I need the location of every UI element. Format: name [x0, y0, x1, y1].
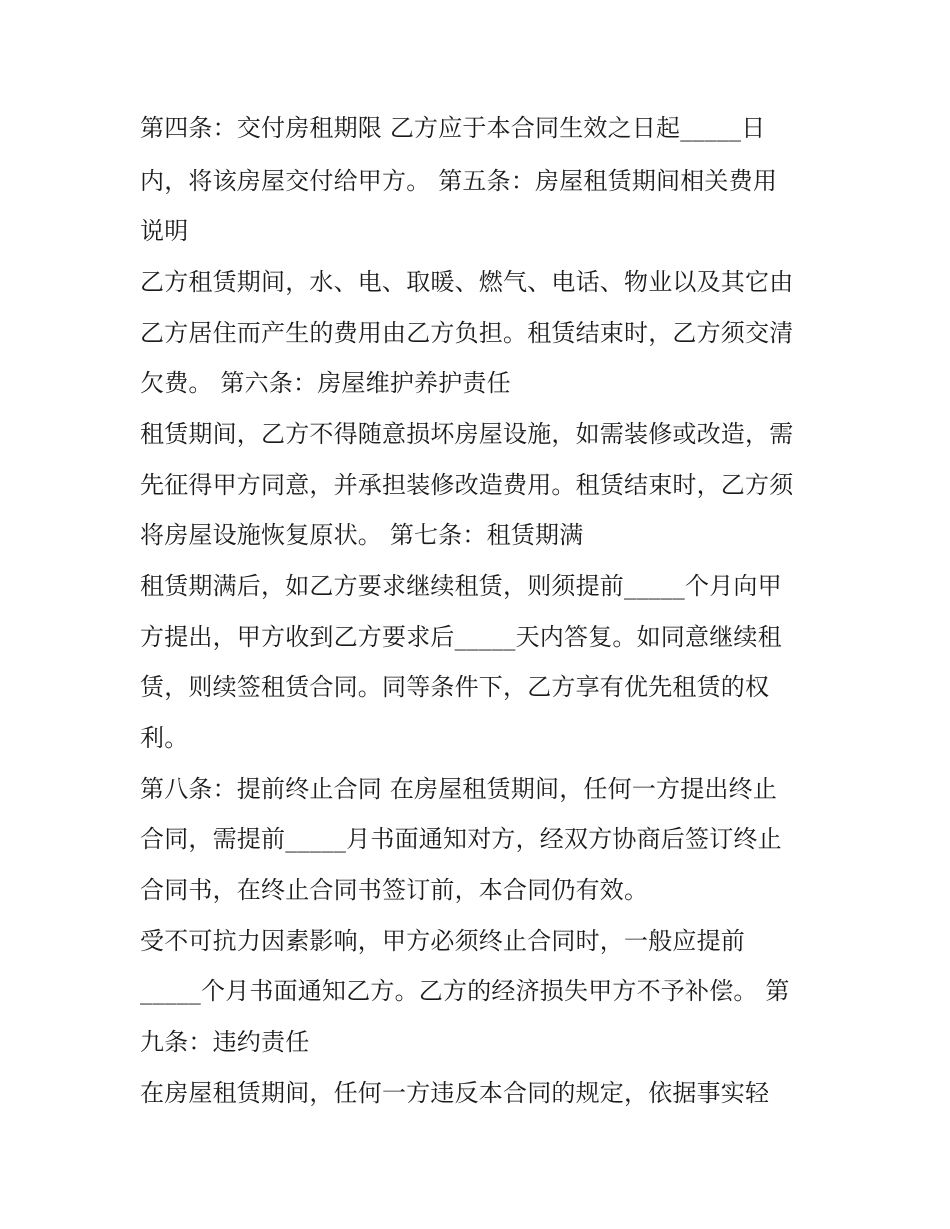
text-line: 合同书，在终止合同书签订前，本合同仍有效。: [140, 876, 649, 904]
text-line: 租赁期间，乙方不得随意损坏房屋设施，如需装修或改造，需: [140, 420, 794, 448]
text-line: 先征得甲方同意，并承担装修改造费用。租赁结束时，乙方须: [140, 471, 794, 499]
text-line: 合同，需提前_____月书面通知对方，经双方协商后签订终止: [140, 825, 782, 853]
text-line: 第四条：交付房租期限 乙方应于本合同生效之日起_____日: [140, 114, 766, 142]
text-line: 在房屋租赁期间，任何一方违反本合同的规定，依据事实轻: [140, 1079, 770, 1107]
text-line: 乙方居住而产生的费用由乙方负担。租赁结束时，乙方须交清: [140, 319, 794, 347]
text-line: _____个月书面通知乙方。乙方的经济损失甲方不予补偿。 第: [140, 977, 790, 1005]
text-line: 受不可抗力因素影响，甲方必须终止合同时，一般应提前: [140, 927, 745, 955]
text-line: 利。: [140, 724, 189, 752]
text-line: 乙方租赁期间，水、电、取暖、燃气、电话、物业以及其它由: [140, 268, 794, 296]
text-line: 说明: [140, 217, 189, 245]
text-line: 方提出，甲方收到乙方要求后_____天内答复。如同意继续租: [140, 623, 782, 651]
text-line: 欠费。 第六条：房屋维护养护责任: [140, 369, 511, 397]
text-line: 租赁期满后，如乙方要求继续租赁，则须提前_____个月向甲: [140, 572, 782, 600]
text-line: 第八条：提前终止合同 在房屋租赁期间，任何一方提出终止: [140, 775, 778, 803]
text-line: 将房屋设施恢复原状。 第七条：租赁期满: [140, 521, 584, 549]
text-line: 九条：违约责任: [140, 1028, 310, 1056]
text-line: 赁，则续签租赁合同。同等条件下，乙方享有优先租赁的权: [140, 673, 770, 701]
text-line: 内，将该房屋交付给甲方。 第五条：房屋租赁期间相关费用: [140, 167, 778, 195]
